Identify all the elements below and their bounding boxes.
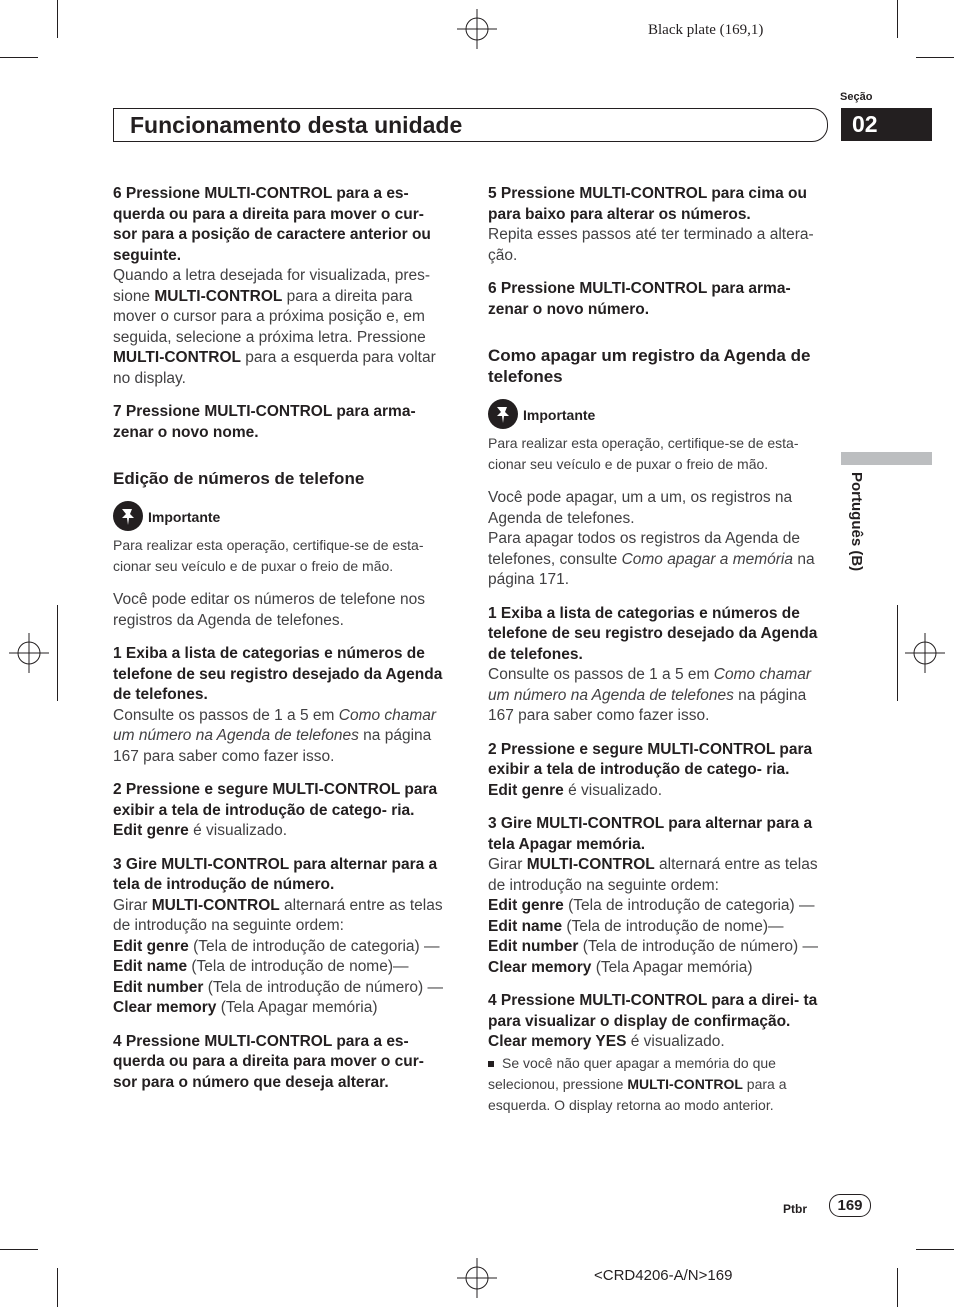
crop-mark (897, 605, 898, 701)
step-6-text: Quando a letra desejada for visualizada, pres- sione MULTI-CONTROL para a direita para mover o cursor para a próxima posição e, em seguida, selecione a próxima letra. Pressione MULTI-CONTROL para a esquerda para voltar no display. (113, 267, 436, 387)
step-3-title: 3 Gire MULTI-CONTROL para alternar para a tela de introdução de número. (113, 855, 438, 893)
registration-target-icon (905, 633, 945, 673)
important-text: Para realizar esta operação, certifique-se de esta- cionar seu veículo e de puxar o freio de mão. (488, 435, 799, 472)
crop-mark (897, 1268, 898, 1307)
step-3-text: Girar MULTI-CONTROL alternará entre as telas de introdução na seguinte ordem: Edit genre (Tela de introdução de categoria) —Edit name (Tela de introdução de nome)— Edit number (Tela de introdução de número) —Clear memory (Tela Apagar memória) (113, 896, 443, 1016)
intro-text: Você pode apagar, um a um, os registros na Agenda de telefones. (488, 489, 793, 527)
crop-mark (57, 1268, 58, 1307)
crop-mark (916, 1249, 954, 1250)
important-text: Para realizar esta operação, certifique-se de esta- cionar seu veículo e de puxar o freio de mão. (113, 537, 424, 574)
step-1-title: 1 Exiba a lista de categorias e números de telefone de seu registro desejado da Agenda de telefones. (488, 604, 818, 663)
crop-mark (916, 57, 954, 58)
plate-label: Black plate (169,1) (648, 22, 764, 38)
step-4-title: 4 Pressione MULTI-CONTROL para a es- querda ou para a direita para mover o cur- sor para o número que deseja alterar. (113, 1032, 424, 1091)
important-icon (113, 501, 143, 531)
step-5-text: Repita esses passos até ter terminado a altera- ção. (488, 226, 814, 264)
step-1-text: Consulte os passos de 1 a 5 em Como chamar um número na Agenda de telefones na página 167 para saber como fazer isso. (488, 666, 812, 724)
page-number: 169 (829, 1194, 871, 1217)
crop-mark (57, 605, 58, 701)
step-2-text: Edit genre é visualizado. (488, 781, 663, 799)
page-title: Funcionamento desta unidade (130, 112, 463, 138)
bullet-icon (488, 1061, 494, 1067)
intro-text: Você pode editar os números de telefone nos registros da Agenda de telefones. (113, 591, 425, 629)
step-2-title: 2 Pressione e segure MULTI-CONTROL para exibir a tela de introdução de catego- ria. (113, 781, 438, 819)
step-6-title: 6 Pressione MULTI-CONTROL para arma- zenar o novo número. (488, 280, 791, 318)
sub-heading: Como apagar um registro da Agenda de telefones (488, 346, 811, 386)
step-3-title: 3 Gire MULTI-CONTROL para alternar para a tela Apagar memória. (488, 815, 813, 853)
section-label: Seção (840, 91, 873, 103)
document-code: <CRD4206-A/N>169 (594, 1267, 733, 1284)
step-4-title: 4 Pressione MULTI-CONTROL para a direi- ta para visualizar o display de confirmação. (488, 992, 818, 1030)
step-6-title: 6 Pressione MULTI-CONTROL para a es- querda ou para a direita para mover o cur- sor para a posição de caractere anterior ou seguinte. (113, 185, 431, 264)
step-7-title: 7 Pressione MULTI-CONTROL para arma- zenar o novo nome. (113, 403, 416, 441)
section-number: 02 (841, 108, 932, 141)
step-2-title: 2 Pressione e segure MULTI-CONTROL para exibir a tela de introdução de catego- ria. (488, 740, 813, 778)
registration-target-icon (457, 1258, 497, 1298)
right-column (488, 184, 830, 1116)
sub-heading: Edição de números de telefone (113, 469, 365, 488)
crop-mark (897, 0, 898, 38)
language-tab-bar (841, 452, 932, 465)
registration-target-icon (9, 633, 49, 673)
registration-target-icon (457, 9, 497, 49)
crop-mark (57, 0, 58, 38)
intro-text-2: Para apagar todos os registros da Agenda de telefones, consulte Como apagar a memória na página 171. (488, 530, 815, 588)
language-code: Ptbr (783, 1202, 807, 1216)
step-4-text: Clear memory YES é visualizado. (488, 1033, 725, 1050)
step-5-title: 5 Pressione MULTI-CONTROL para cima ou para baixo para alterar os números. (488, 185, 807, 223)
language-tab: Português (B) (848, 472, 865, 572)
crop-mark (0, 1249, 38, 1250)
crop-mark (0, 57, 38, 58)
important-notice: Importante (113, 501, 451, 531)
step-1-title: 1 Exiba a lista de categorias e números de telefone de seu registro desejado da Agenda de telefones. (113, 645, 443, 703)
step-2-text: Edit genre é visualizado. (113, 822, 288, 839)
important-icon (488, 399, 518, 429)
important-notice: Importante (488, 399, 830, 429)
left-column (113, 184, 451, 1093)
step-1-text: Consulte os passos de 1 a 5 em Como chamar um número na Agenda de telefones na página 167 para saber como fazer isso. (113, 706, 437, 765)
step-3-text: Girar MULTI-CONTROL alternará entre as telas de introdução na seguinte ordem: Edit genre (Tela de introdução de categoria) —Edit name (Tela de introdução de nome)— Edit number (Tela de introdução de número) —Clear memory (Tela Apagar memória) (488, 856, 818, 976)
bullet-note: Se você não quer apagar a memória do que selecionou, pressione MULTI-CONTROL para a esquerda. O display retorna ao modo anterior. (488, 1054, 787, 1113)
